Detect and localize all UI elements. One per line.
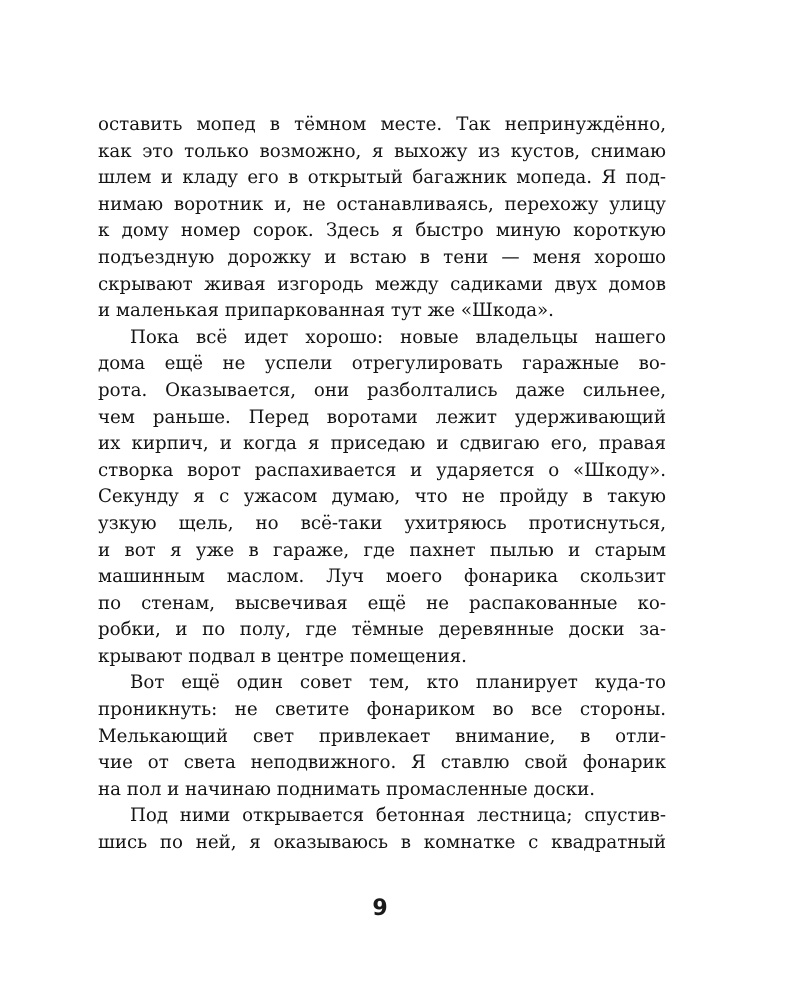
text-line: скрывают живая изгородь между садиками двух домов <box>98 273 666 295</box>
paragraph <box>98 325 666 671</box>
text-line: их кирпич, и когда я приседаю и сдвигаю его, правая <box>98 433 666 455</box>
text-line: чем раньше. Перед воротами лежит удерживающий <box>98 406 666 428</box>
paragraph <box>98 670 666 803</box>
text-line: Вот ещё один совет тем, кто планирует куда-то <box>130 672 666 694</box>
text-line: Под ними открывается бетонная лестница; спустив- <box>130 805 666 827</box>
text-line: шись по ней, я оказываюсь в комнатке с квадратный <box>98 832 666 854</box>
text-line: чие от света неподвижного. Я ставлю свой фонарик <box>98 752 666 774</box>
text-line: на пол и начинаю поднимать промасленные доски. <box>98 778 596 800</box>
paragraph <box>98 112 666 325</box>
text-line: рота. Оказывается, они разболтались даже сильнее, <box>98 379 666 401</box>
text-line: и маленькая припаркованная тут же «Шкода». <box>98 300 554 322</box>
text-line: дома ещё не успели отрегулировать гаражные во- <box>98 353 666 375</box>
text-line: Мелькающий свет привлекает внимание, в отли- <box>98 725 666 747</box>
text-line: как это только возможно, я выхожу из кустов, снимаю <box>98 140 666 162</box>
text-line: нимаю воротник и, не останавливаясь, перехожу улицу <box>98 193 666 215</box>
paragraph <box>98 803 666 856</box>
text-line: крывают подвал в центре помещения. <box>98 645 467 667</box>
page-number: 9 <box>372 896 388 921</box>
text-line: узкую щель, но всё-таки ухитряюсь протиснуться, <box>98 512 666 534</box>
text-line: створка ворот распахивается и ударяется о «Шкоду». <box>98 459 666 481</box>
text-line: оставить мопед в тёмном месте. Так непринуждённо, <box>98 114 666 135</box>
body-text <box>98 112 666 857</box>
text-line: робки, и по полу, где тёмные деревянные доски за- <box>98 619 666 641</box>
text-line: шлем и кладу его в открытый багажник мопеда. Я под- <box>98 167 666 189</box>
text-line: по стенам, высвечивая ещё не распакованные ко- <box>98 592 666 614</box>
text-line: к дому номер сорок. Здесь я быстро миную короткую <box>98 220 666 242</box>
text-line: и вот я уже в гараже, где пахнет пылью и старым <box>98 539 666 561</box>
text-line: проникнуть: не светите фонариком во все стороны. <box>98 699 666 721</box>
text-line: подъездную дорожку и встаю в тени — меня хорошо <box>98 246 666 268</box>
text-line: машинным маслом. Луч моего фонарика скользит <box>98 566 666 588</box>
text-line: Пока всё идет хорошо: новые владельцы нашего <box>130 326 666 348</box>
text-line: Секунду я с ужасом думаю, что не пройду в такую <box>98 486 666 508</box>
